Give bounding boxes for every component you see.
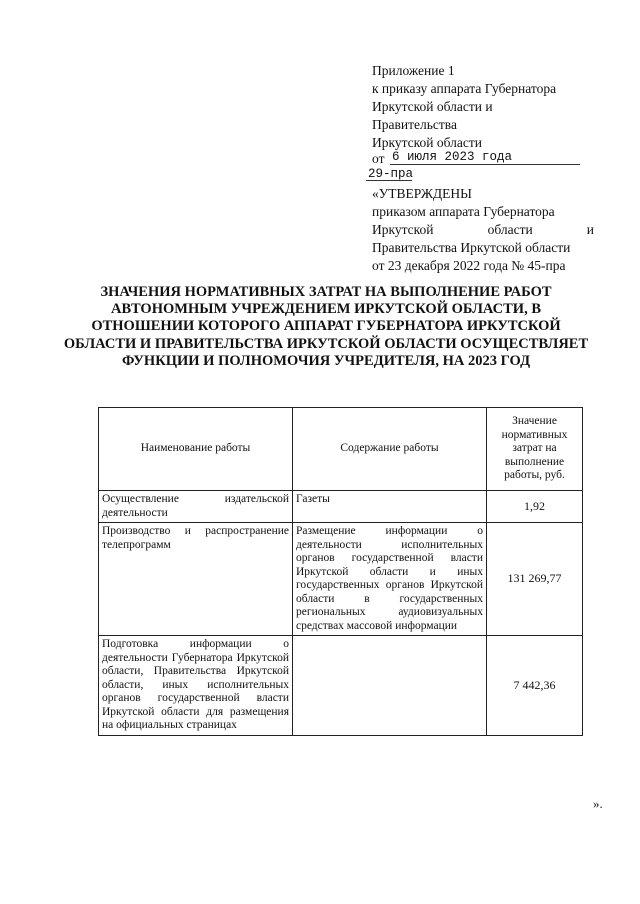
approved-line-4: Правительства Иркутской области: [372, 240, 571, 255]
document-title: ЗНАЧЕНИЯ НОРМАТИВНЫХ ЗАТРАТ НА ВЫПОЛНЕНИЕ РАБОТ АВТОНОМНЫМ УЧРЕЖДЕНИЕМ ИРКУТСКОЙ ОБЛАСТИ, В ОТНОШЕНИИ КОТОРОГО АППАРАТ ГУБЕРНАТОРА ИРКУТСКОЙ ОБЛАСТИ И ПРАВИТЕЛЬСТВА ИРКУТСКОЙ ОБЛАСТИ ОСУЩЕСТВЛЯЕТ ФУНКЦИИ И ПОЛНОМОЧИЯ УЧРЕДИТЕЛЯ, НА 2023 ГОД: [63, 284, 589, 369]
row-2-name: Производство и распространение телепрограмм: [99, 523, 293, 636]
table-row: [99, 523, 583, 636]
approved-line-3-word-1: Иркутской: [372, 222, 434, 237]
header-work-content: Содержание работы: [293, 408, 487, 491]
approved-line-5: от 23 декабря 2022 года № 45-пра: [372, 258, 566, 273]
appendix-date-value: 6 июля 2023 года: [392, 150, 513, 164]
row-3-content: [293, 636, 487, 736]
number-underline: [366, 180, 412, 181]
approved-line-3-word-3: и: [586, 222, 594, 237]
table-row: [99, 491, 583, 523]
norm-costs-table: [98, 407, 583, 736]
approved-line-3: [372, 221, 594, 239]
table-row: [99, 636, 583, 736]
appendix-date-prefix: от: [372, 151, 385, 166]
appendix-number-value: 29-пра: [368, 167, 414, 181]
row-1-content: Газеты: [293, 491, 487, 523]
row-2-content: Размещение информации о деятельности исполнительных органов государственной власти Иркутской области и иных государственных органов Иркутской области в государственных региональных аудиовизуальных средствах массовой информации: [293, 523, 487, 636]
row-2-value: 131 269,77: [487, 523, 583, 636]
row-3-value: 7 442,36: [487, 636, 583, 736]
row-3-name: Подготовка информации о деятельности Губернатора Иркутской области, Правительства Иркутской области, иных исполнительных органов государственной власти Иркутской области для размещения на официальных страницах: [99, 636, 293, 736]
approved-line-2: приказом аппарата Губернатора: [372, 204, 555, 219]
appendix-line-4: Правительства: [372, 117, 457, 132]
appendix-line-1: Приложение 1: [372, 63, 455, 78]
table-header-row: [99, 408, 583, 491]
header-cost-value: Значение нормативных затрат на выполнение работы, руб.: [487, 408, 583, 491]
date-underline: [390, 164, 580, 165]
row-1-name: Осуществление издательской деятельности: [99, 491, 293, 523]
row-1-value: 1,92: [487, 491, 583, 523]
closing-quote-mark: ».: [593, 796, 603, 811]
approved-line-1: «УТВЕРЖДЕНЫ: [372, 186, 472, 201]
appendix-line-2: к приказу аппарата Губернатора: [372, 81, 557, 96]
appendix-line-5: Иркутской области: [372, 135, 483, 150]
appendix-line-3: Иркутской области и: [372, 99, 493, 114]
approved-line-3-word-2: области: [487, 222, 533, 237]
header-work-name: Наименование работы: [99, 408, 293, 491]
